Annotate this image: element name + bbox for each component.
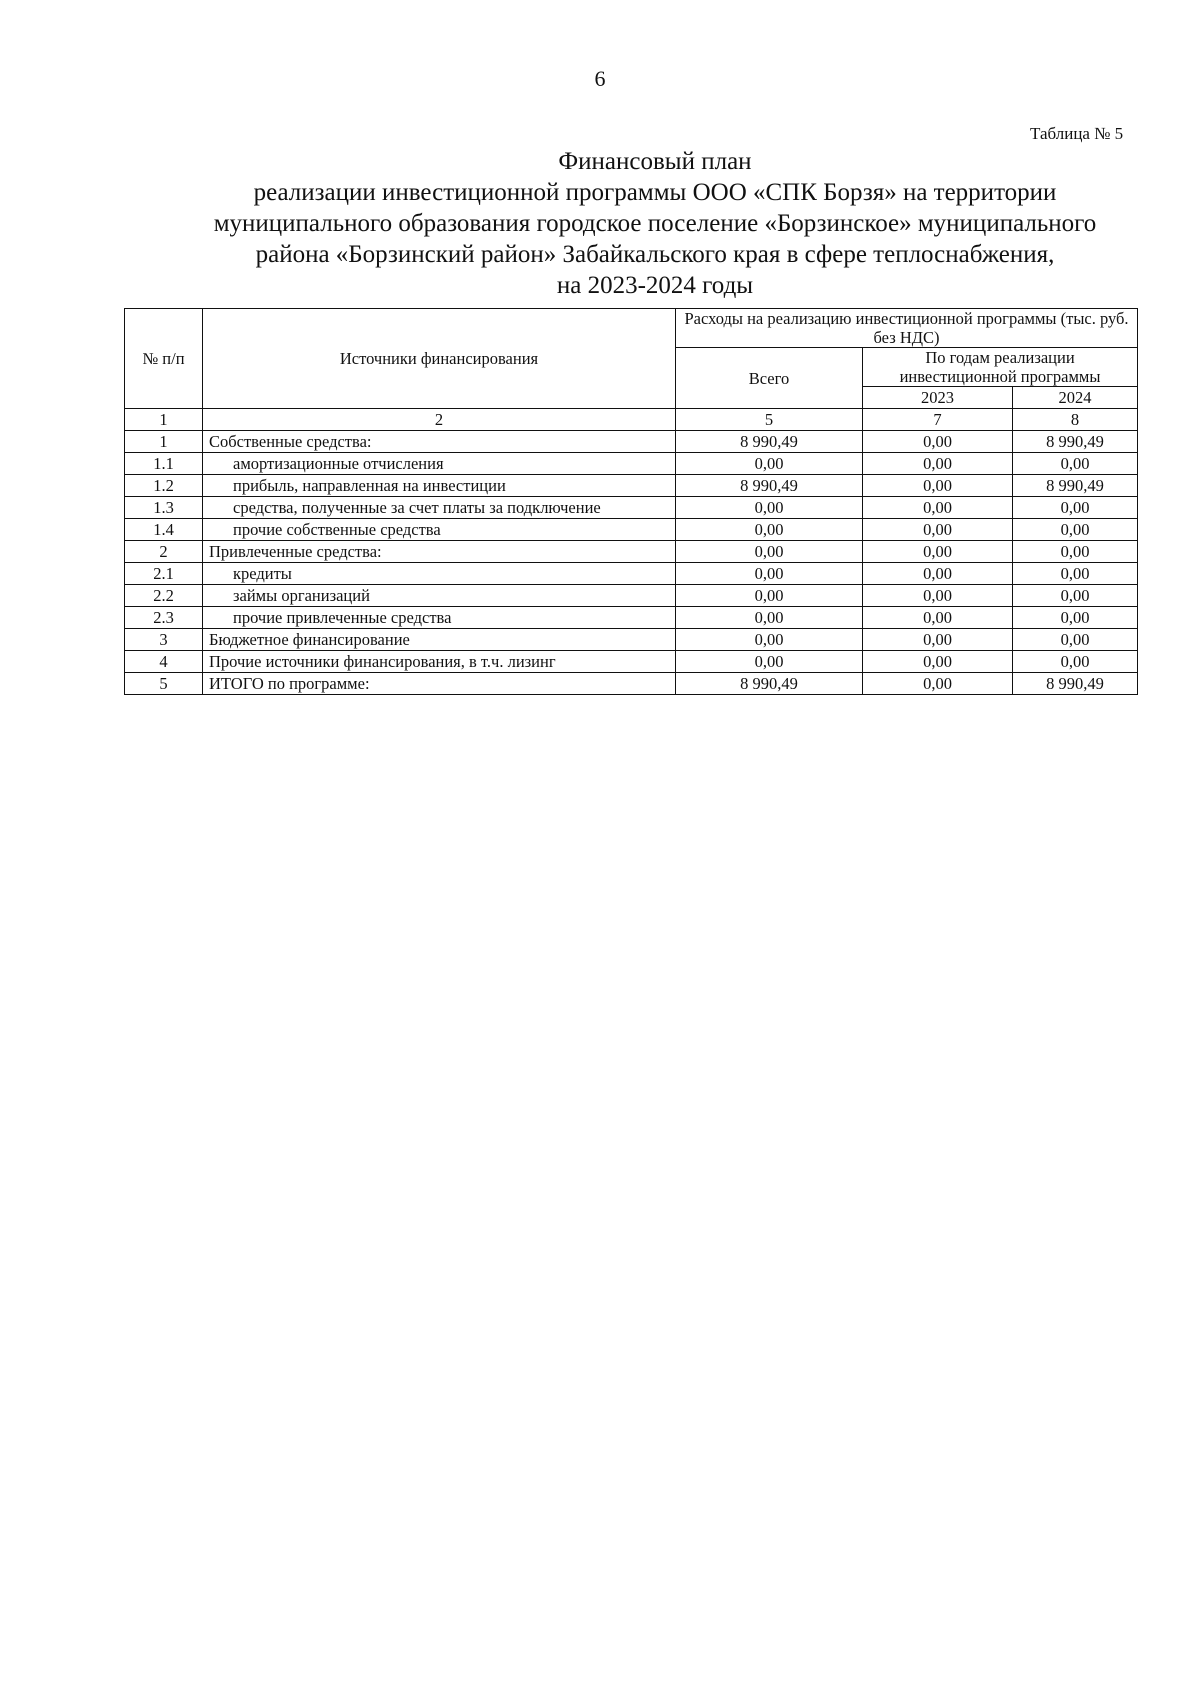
row-2023: 0,00 <box>863 453 1013 475</box>
table-row <box>125 585 1138 607</box>
row-2024: 0,00 <box>1013 541 1138 563</box>
column-number: 8 <box>1013 409 1138 431</box>
title-line: муниципального образования городское поселение «Борзинское» муниципального <box>213 210 1097 237</box>
row-source: Бюджетное финансирование <box>203 629 676 651</box>
row-source: Собственные средства: <box>203 431 676 453</box>
row-2024: 0,00 <box>1013 629 1138 651</box>
document-title <box>140 146 1170 301</box>
table-row <box>125 497 1138 519</box>
row-2024: 0,00 <box>1013 563 1138 585</box>
column-number: 5 <box>676 409 863 431</box>
column-numbers-row <box>125 409 1138 431</box>
row-2024: 0,00 <box>1013 607 1138 629</box>
title-line: района «Борзинский район» Забайкальского края в сфере теплоснабжения, <box>255 241 1055 268</box>
row-total: 0,00 <box>676 607 863 629</box>
row-num: 1.2 <box>125 475 203 497</box>
row-total: 0,00 <box>676 563 863 585</box>
row-total: 0,00 <box>676 585 863 607</box>
row-num: 1.3 <box>125 497 203 519</box>
row-num: 2.2 <box>125 585 203 607</box>
row-source: амортизационные отчисления <box>203 453 676 475</box>
row-2024: 8 990,49 <box>1013 431 1138 453</box>
row-2023: 0,00 <box>863 651 1013 673</box>
row-2024: 0,00 <box>1013 497 1138 519</box>
column-number: 1 <box>125 409 203 431</box>
title-line: реализации инвестиционной программы ООО «СПК Борзя» на территории <box>253 179 1057 206</box>
table-row <box>125 563 1138 585</box>
title-line: Финансовый план <box>558 148 752 175</box>
table-row <box>125 453 1138 475</box>
row-total: 0,00 <box>676 497 863 519</box>
table-row <box>125 475 1138 497</box>
header-source: Источники финансирования <box>203 309 676 409</box>
row-source: средства, полученные за счет платы за подключение <box>203 497 676 519</box>
row-2023: 0,00 <box>863 563 1013 585</box>
row-total: 0,00 <box>676 651 863 673</box>
table-row <box>125 541 1138 563</box>
row-total: 8 990,49 <box>676 475 863 497</box>
title-line: на 2023-2024 годы <box>556 272 754 299</box>
row-2023: 0,00 <box>863 519 1013 541</box>
row-2023: 0,00 <box>863 673 1013 695</box>
table-row <box>125 651 1138 673</box>
page-number: 6 <box>594 66 606 91</box>
row-num: 2.1 <box>125 563 203 585</box>
row-2023: 0,00 <box>863 607 1013 629</box>
row-total: 8 990,49 <box>676 431 863 453</box>
column-number: 7 <box>863 409 1013 431</box>
row-num: 2 <box>125 541 203 563</box>
row-2023: 0,00 <box>863 497 1013 519</box>
row-total: 0,00 <box>676 453 863 475</box>
row-num: 4 <box>125 651 203 673</box>
header-by-years: По годам реализации инвестиционной программы <box>863 348 1138 387</box>
row-2024: 0,00 <box>1013 585 1138 607</box>
row-source: займы организаций <box>203 585 676 607</box>
row-2023: 0,00 <box>863 431 1013 453</box>
row-2024: 8 990,49 <box>1013 475 1138 497</box>
row-total: 0,00 <box>676 519 863 541</box>
table-label: Таблица № 5 <box>1030 124 1124 143</box>
row-2024: 0,00 <box>1013 651 1138 673</box>
row-source: прочие собственные средства <box>203 519 676 541</box>
row-source: кредиты <box>203 563 676 585</box>
row-total: 8 990,49 <box>676 673 863 695</box>
row-num: 1 <box>125 431 203 453</box>
table-row <box>125 431 1138 453</box>
table-row <box>125 607 1138 629</box>
header-total: Всего <box>676 348 863 409</box>
row-num: 5 <box>125 673 203 695</box>
row-num: 2.3 <box>125 607 203 629</box>
column-number: 2 <box>203 409 676 431</box>
row-2023: 0,00 <box>863 585 1013 607</box>
header-num: № п/п <box>125 309 203 409</box>
table-row <box>125 519 1138 541</box>
table-row <box>125 629 1138 651</box>
header-year-2024: 2024 <box>1013 387 1138 409</box>
header-expenses: Расходы на реализацию инвестиционной программы (тыс. руб. без НДС) <box>676 309 1138 348</box>
row-2024: 8 990,49 <box>1013 673 1138 695</box>
row-source: прибыль, направленная на инвестиции <box>203 475 676 497</box>
row-2023: 0,00 <box>863 629 1013 651</box>
row-total: 0,00 <box>676 541 863 563</box>
row-source: Прочие источники финансирования, в т.ч. лизинг <box>203 651 676 673</box>
table-row-total <box>125 673 1138 695</box>
financial-plan-table <box>124 308 1138 695</box>
row-source: ИТОГО по программе: <box>203 673 676 695</box>
row-source: прочие привлеченные средства <box>203 607 676 629</box>
row-source: Привлеченные средства: <box>203 541 676 563</box>
row-num: 1.4 <box>125 519 203 541</box>
row-num: 3 <box>125 629 203 651</box>
row-2023: 0,00 <box>863 475 1013 497</box>
row-2024: 0,00 <box>1013 453 1138 475</box>
header-year-2023: 2023 <box>863 387 1013 409</box>
row-2024: 0,00 <box>1013 519 1138 541</box>
row-num: 1.1 <box>125 453 203 475</box>
row-2023: 0,00 <box>863 541 1013 563</box>
row-total: 0,00 <box>676 629 863 651</box>
table-header-row <box>125 309 1138 348</box>
